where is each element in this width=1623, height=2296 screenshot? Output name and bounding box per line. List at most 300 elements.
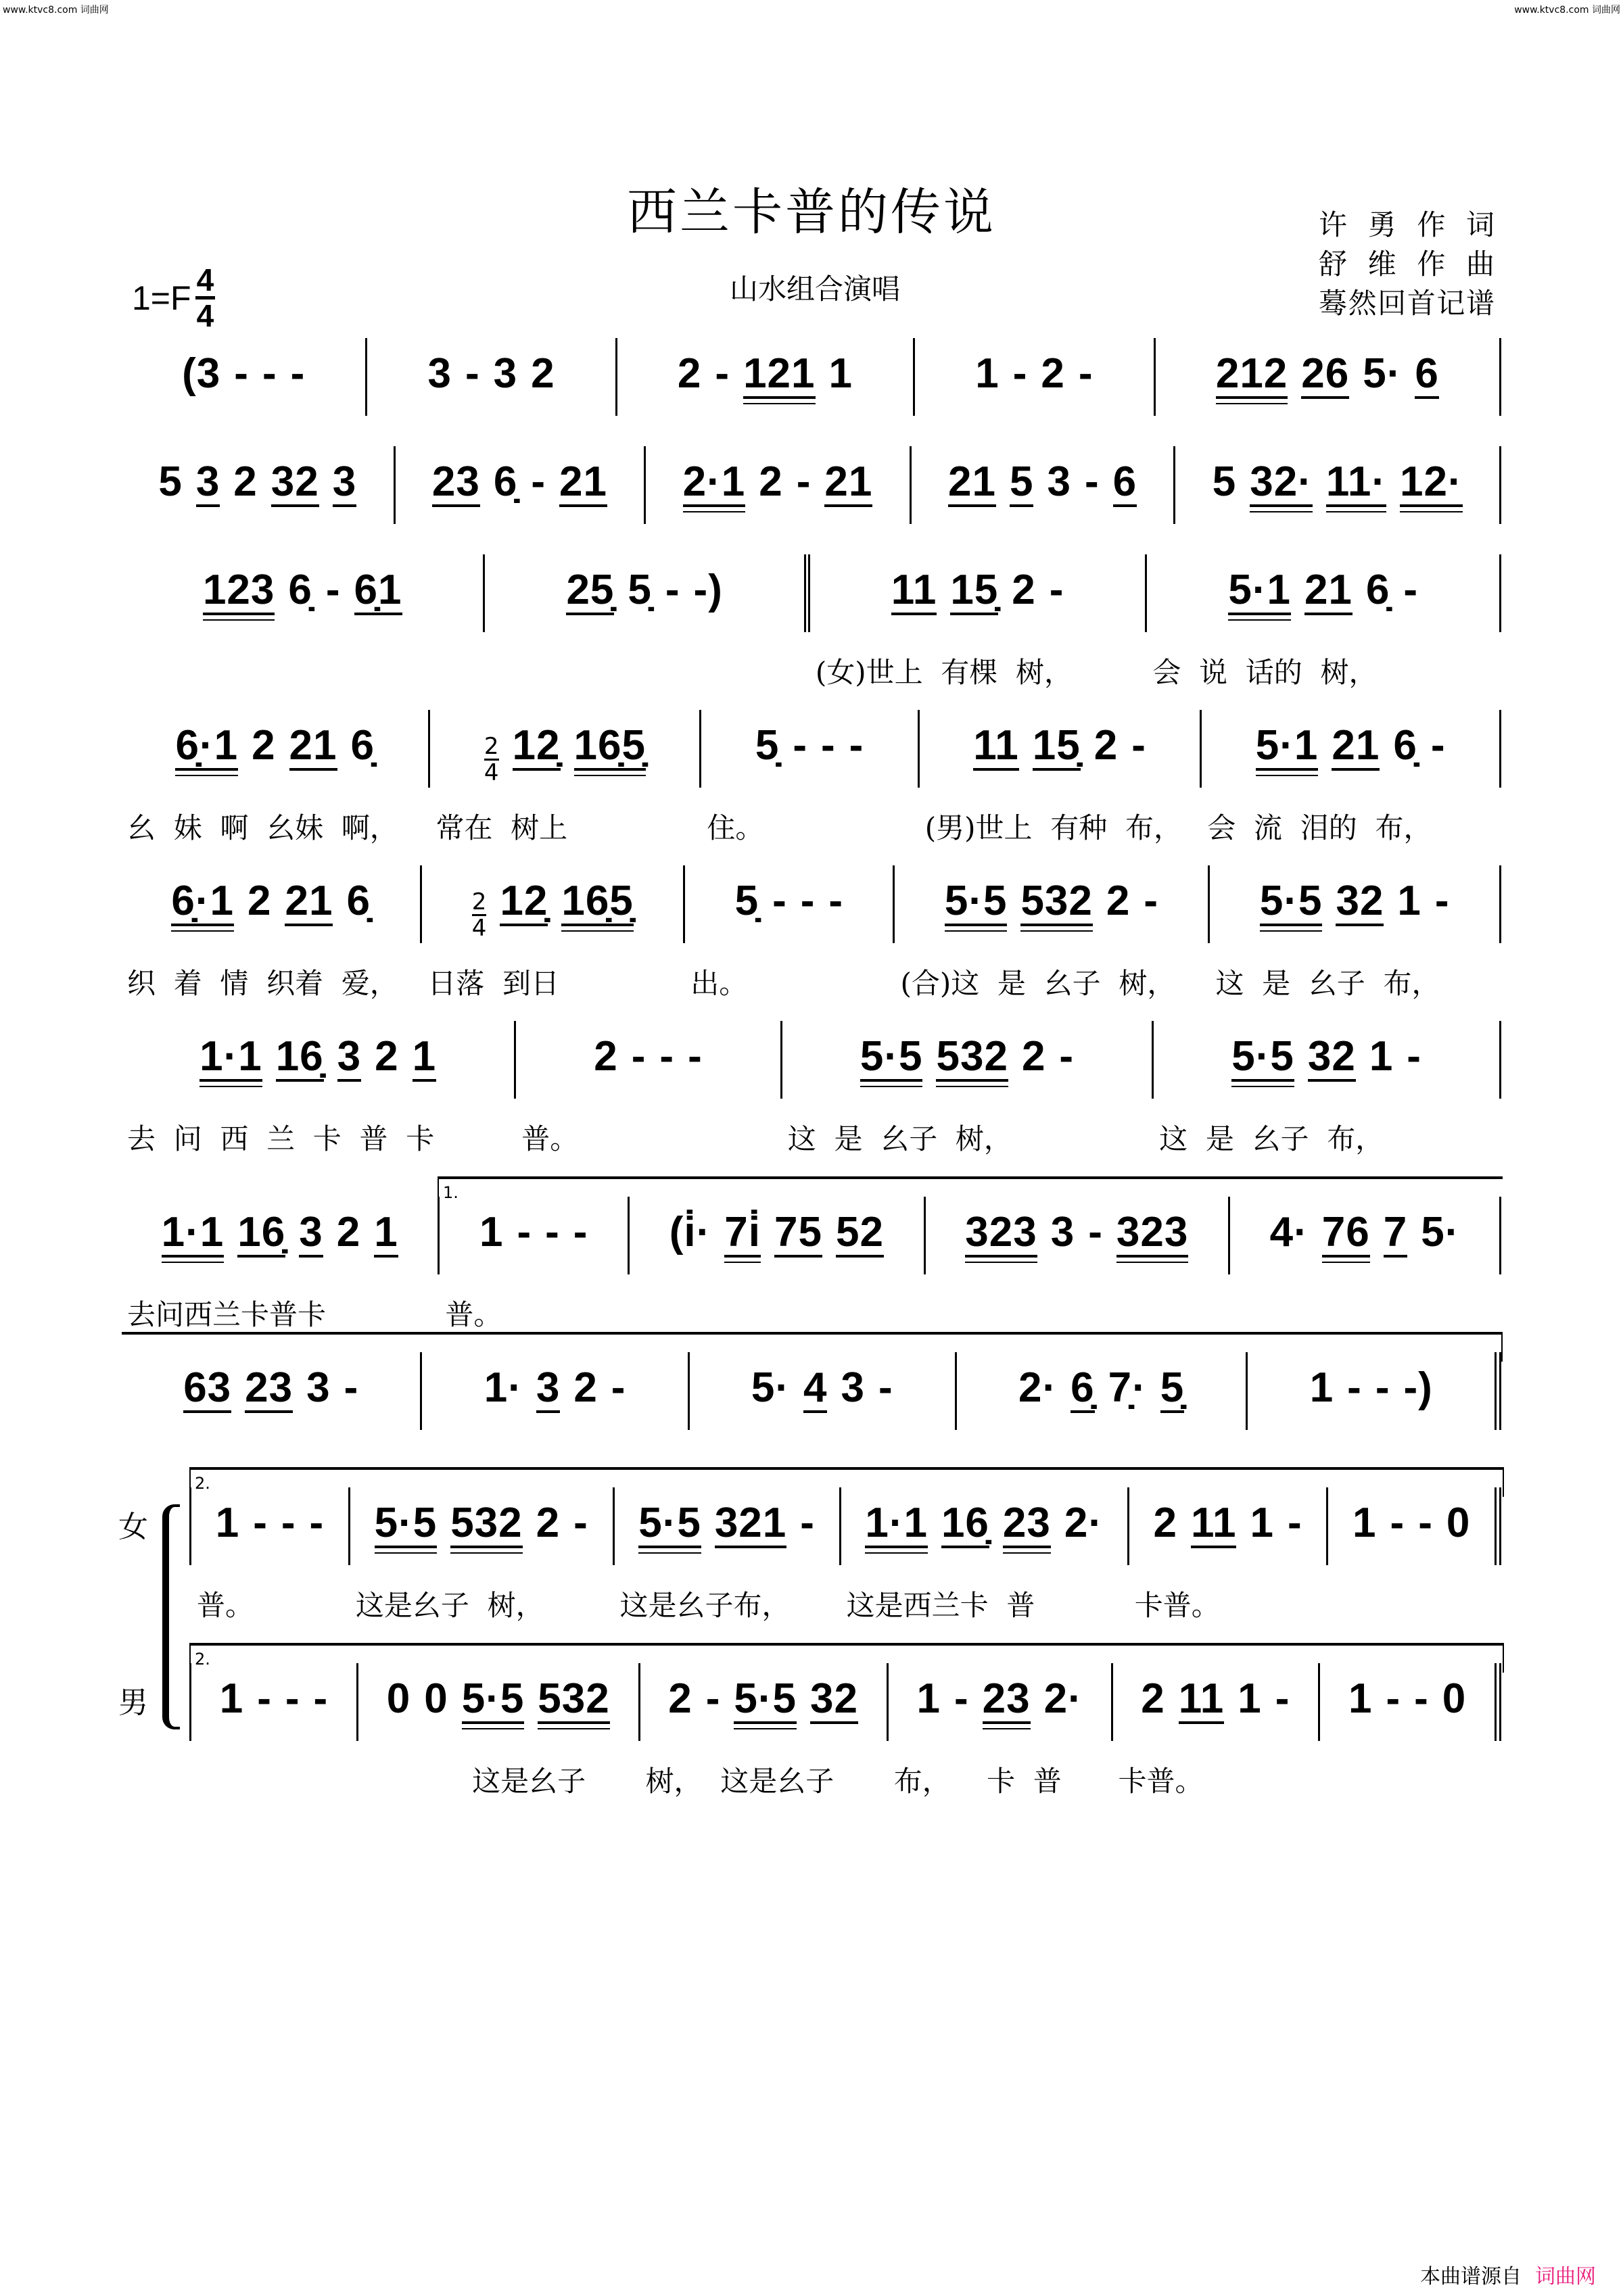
note-group: 15̣ — [1033, 725, 1081, 776]
watermark-left: www.ktvc8.com 词曲网 — [3, 5, 109, 16]
dash-extension: - — [878, 1364, 893, 1411]
measure-notes — [158, 446, 356, 512]
dash-extension: - — [573, 1209, 588, 1255]
note-group: 6̣ — [1071, 1367, 1094, 1418]
measure — [420, 1352, 687, 1430]
note-group: 16̣5̣ — [561, 880, 633, 932]
measure-notes — [175, 710, 375, 776]
measure — [122, 446, 394, 524]
measure — [356, 1663, 638, 1798]
lyric-text: 出。 — [690, 967, 748, 1000]
staff-male — [189, 1663, 1501, 1798]
measure — [1111, 1663, 1319, 1798]
measure — [420, 865, 683, 1000]
dash-extension: - — [1434, 878, 1450, 924]
dash-extension: - — [1088, 1209, 1103, 1255]
note-group: 5·5 — [462, 1678, 525, 1729]
measure — [688, 1352, 955, 1430]
note-group: 1 — [1309, 1364, 1334, 1411]
lyric-text: 会 流 泪的 布， — [1207, 811, 1432, 844]
note-group: 12̣ — [513, 725, 561, 776]
note-group: 532 — [450, 1502, 522, 1554]
note-group: 2 — [248, 878, 272, 924]
note-group: 21 — [1304, 569, 1352, 621]
measure — [615, 338, 913, 416]
dash-extension: - — [800, 1500, 815, 1546]
dash-extension: -) — [1403, 1364, 1433, 1411]
note-group: 5̣ — [628, 567, 652, 613]
note-group: 5·5 — [1231, 1036, 1294, 1087]
measure-notes — [428, 338, 555, 404]
note-group: 2 — [233, 458, 258, 505]
dash-extension: - — [1012, 350, 1028, 397]
lyric-text: 普。 — [197, 1589, 254, 1622]
measure-notes — [1213, 446, 1463, 512]
measure — [887, 1663, 1111, 1798]
note-group: 1 — [215, 1500, 240, 1546]
measure-notes — [183, 1352, 358, 1418]
measure-notes — [182, 338, 305, 404]
note-group: 63 — [183, 1367, 231, 1418]
score-row — [122, 865, 1501, 1000]
note-group: 1 — [1238, 1675, 1262, 1722]
measure-notes — [1216, 338, 1439, 404]
note-group: 1 — [219, 1675, 244, 1722]
measure — [1318, 1663, 1501, 1741]
note-group: 3 — [1050, 1209, 1075, 1255]
measure — [613, 1487, 839, 1622]
footer-text: 本曲谱源自 — [1420, 2265, 1522, 2289]
dash-extension: - — [465, 350, 480, 397]
note-group: 16̣ — [237, 1212, 285, 1263]
measure-notes — [678, 338, 853, 404]
note-group: 0 — [386, 1675, 411, 1722]
dash-extension: - — [1407, 1033, 1421, 1080]
note-group: 5 — [158, 458, 183, 505]
note-group: 6̣ — [288, 567, 312, 613]
time-signature-change — [472, 890, 487, 940]
dash-extension: - — [313, 1675, 329, 1722]
measure-notes — [472, 865, 634, 940]
note-group: 2 — [759, 458, 783, 505]
measure — [122, 1352, 420, 1430]
time-sig-digit: 2 — [471, 888, 487, 915]
lyric-text: 布， 卡 普 — [893, 1765, 1062, 1798]
note-group: 23 — [432, 461, 480, 512]
performer-text: 山水组合演唱 — [729, 272, 900, 306]
note-group: 2· — [1018, 1364, 1058, 1411]
dash-extension: - — [285, 1675, 300, 1722]
measure-notes — [484, 710, 646, 785]
measure-notes — [432, 446, 607, 512]
measure-notes — [199, 1021, 436, 1087]
note-group: 3 — [427, 350, 452, 397]
lyric-text: 去问西兰卡普卡 — [127, 1298, 327, 1331]
measure — [1145, 554, 1501, 689]
volta-label: 1. — [443, 1183, 458, 1202]
measure-notes — [484, 1352, 626, 1418]
note-group: 2 — [336, 1209, 361, 1255]
dash-extension: - — [665, 567, 680, 613]
lyric-text: 普。 — [445, 1298, 502, 1331]
dash-extension: - — [1418, 1500, 1433, 1546]
note-group: 323 — [1116, 1212, 1188, 1263]
lyricist-credit: 许 勇 作 词 — [1319, 208, 1495, 241]
note-group: 4 — [803, 1367, 827, 1418]
measure — [1200, 710, 1501, 844]
measure-notes — [975, 338, 1093, 404]
note-group: 21 — [285, 880, 333, 932]
note-group: 21 — [289, 725, 337, 776]
note-group: 532 — [936, 1036, 1008, 1087]
measure-notes — [375, 1487, 588, 1554]
note-group: 0 — [1442, 1675, 1467, 1722]
note-group: 2 — [1021, 1033, 1046, 1080]
note-group: 32· — [1250, 461, 1313, 512]
note-group: 3 — [333, 461, 356, 512]
note-group: 32 — [271, 461, 319, 512]
measure-notes — [162, 1197, 398, 1263]
note-group: 5· — [1363, 350, 1402, 397]
note-group: 1 — [916, 1675, 941, 1722]
volta-bracket — [189, 1467, 1504, 1497]
voice-label-female: 女 — [118, 1510, 148, 1544]
note-group: 1 — [1348, 1675, 1373, 1722]
dash-extension: - — [531, 458, 546, 505]
transcriber-credit: 蓦然回首记谱 — [1319, 287, 1495, 320]
volta-bracket — [189, 1643, 1504, 1673]
measure — [893, 865, 1208, 1000]
lyric-text: 这 是 幺子 布， — [1215, 967, 1440, 1000]
dash-extension: - — [325, 567, 341, 613]
note-group: 2 — [1041, 350, 1065, 397]
measure-notes — [479, 1197, 588, 1263]
lyric-text: 这是西兰卡 普 — [846, 1589, 1035, 1622]
note-group: 7 — [1384, 1212, 1407, 1263]
voice-label-male: 男 — [118, 1685, 148, 1720]
measure — [1152, 1021, 1501, 1155]
note-group: 1 — [1397, 878, 1421, 924]
note-group: 5·5 — [945, 880, 1008, 932]
dash-extension: - — [772, 878, 787, 924]
key-label: 1=F — [132, 279, 191, 317]
measure — [699, 710, 917, 844]
note-group: 5 — [1010, 461, 1033, 512]
measure — [394, 446, 644, 524]
measure-notes — [1153, 1487, 1302, 1554]
note-group: 5· — [751, 1364, 790, 1411]
dash-extension: - — [1144, 878, 1159, 924]
note-group: 2·1 — [683, 461, 746, 512]
note-group: 5̣ — [734, 878, 759, 924]
score-row — [122, 1021, 1501, 1155]
measure-notes — [669, 1197, 884, 1263]
score-row — [122, 554, 1501, 689]
note-group: 32 — [1336, 880, 1384, 932]
composer-credit: 舒 维 作 曲 — [1319, 247, 1495, 281]
note-group: 15̣ — [950, 569, 998, 621]
measure — [122, 710, 428, 844]
measure-notes — [973, 710, 1146, 776]
measure-notes — [945, 865, 1158, 932]
volta-label: 2. — [195, 1474, 210, 1493]
note-group: 2 — [1093, 722, 1119, 769]
note-group: 1·1 — [162, 1212, 225, 1263]
dash-extension: - — [1275, 1675, 1290, 1722]
note-group: 4· — [1269, 1209, 1309, 1255]
note-group: 6̣·1 — [171, 880, 234, 932]
measure-notes — [594, 1021, 702, 1087]
dash-extension: - — [793, 722, 808, 769]
measure — [683, 865, 893, 1000]
measure-notes — [638, 1487, 815, 1554]
measure-notes — [751, 1352, 893, 1418]
dash-extension: - — [1078, 350, 1093, 397]
note-group: 75 — [774, 1212, 822, 1263]
measure — [1326, 1487, 1501, 1565]
dash-extension: - — [705, 1675, 721, 1722]
measure — [644, 446, 909, 524]
lyric-text: (合)这 是 幺子 树， — [900, 967, 1176, 1000]
system-brace — [162, 1504, 180, 1729]
note-group: 5·5 — [860, 1036, 923, 1087]
note-group: 1· — [484, 1364, 523, 1411]
lyric-text: 普。 — [521, 1122, 579, 1155]
measure — [804, 554, 1146, 689]
measure-notes — [891, 554, 1064, 621]
note-group: 1 — [479, 1209, 504, 1255]
note-group: 1 — [1352, 1500, 1377, 1546]
note-group: 2 — [1012, 567, 1036, 613]
dash-extension: - — [262, 350, 277, 397]
dash-extension: - — [257, 1675, 272, 1722]
measure — [122, 338, 365, 416]
lyric-text: 日落 到日 — [427, 967, 560, 1000]
note-group: 2 — [1106, 878, 1131, 924]
note-group: 1 — [1369, 1033, 1394, 1080]
song-title: 西兰卡普的传说 — [627, 183, 996, 241]
measure — [365, 338, 615, 416]
dash-extension: - — [1287, 1500, 1302, 1546]
note-group: 1·1 — [865, 1502, 928, 1554]
lyric-text: 幺 妹 啊 幺妹 啊， — [127, 811, 398, 844]
volta-label: 2. — [195, 1650, 210, 1669]
dash-extension: - — [1430, 722, 1446, 769]
dash-extension: - — [1059, 1033, 1075, 1080]
footer — [1420, 2259, 1596, 2289]
measure-notes — [203, 554, 402, 621]
note-group: 321 — [715, 1502, 786, 1554]
measure — [122, 1197, 438, 1331]
dash-extension: - — [821, 722, 836, 769]
score-row — [122, 446, 1501, 527]
note-group: 2 — [677, 350, 702, 397]
lyric-text: 树， 这是幺子 — [645, 1765, 834, 1798]
note-group: 12· — [1400, 461, 1463, 512]
measure-notes — [220, 1663, 328, 1729]
measure — [1228, 1197, 1501, 1274]
note-group: (3 — [182, 350, 221, 397]
measure — [910, 446, 1174, 524]
measure-notes — [917, 1663, 1083, 1729]
dash-extension: - — [1347, 1364, 1362, 1411]
note-group: 21 — [1332, 725, 1380, 776]
note-group: 5·1 — [1256, 725, 1319, 776]
measure-notes — [1141, 1663, 1290, 1729]
measure-notes — [755, 710, 864, 776]
note-group: 1·1 — [199, 1036, 262, 1087]
note-group: 6̣ — [1393, 722, 1417, 769]
note-group: 5· — [1421, 1209, 1460, 1255]
note-group: 6̣·1 — [175, 725, 238, 776]
dash-extension: - — [849, 722, 864, 769]
dash-extension: - — [800, 878, 816, 924]
note-group: 6̣ — [350, 722, 375, 769]
note-group: 11· — [1326, 461, 1386, 512]
note-group: 2 — [252, 722, 276, 769]
note-group: 2· — [1043, 1675, 1083, 1722]
note-group: 3 — [306, 1364, 331, 1411]
note-group: 5·1 — [1228, 569, 1291, 621]
note-group: 1 — [374, 1212, 398, 1263]
note-group: 32 — [1308, 1036, 1356, 1087]
measure — [428, 710, 699, 844]
measure-notes — [1260, 865, 1450, 932]
measure — [955, 1352, 1246, 1430]
staff-female — [189, 1487, 1501, 1622]
dash-extension: - — [828, 878, 844, 924]
measure-notes — [683, 446, 873, 512]
measure — [438, 1197, 628, 1331]
dash-extension: - — [253, 1500, 268, 1546]
note-group: 23 — [245, 1367, 293, 1418]
measure — [514, 1021, 780, 1155]
note-group: 2 — [375, 1033, 399, 1080]
note-group: 2 — [531, 350, 555, 397]
note-group: 7i̇ — [724, 1212, 761, 1263]
measure — [1246, 1352, 1501, 1430]
dash-extension: - — [573, 1500, 588, 1546]
note-group: 32 — [810, 1678, 858, 1729]
dash-extension: - — [290, 350, 306, 397]
note-group: 5·5 — [375, 1502, 438, 1554]
measure — [638, 1663, 887, 1798]
lyric-text: 卡普。 — [1118, 1765, 1204, 1798]
note-group: 1 — [1250, 1500, 1274, 1546]
note-group: 76 — [1322, 1212, 1370, 1263]
note-group: 6̣ — [493, 458, 518, 505]
note-group: 5·5 — [734, 1678, 797, 1729]
note-group: 2 — [594, 1033, 618, 1080]
dash-extension: - — [631, 1033, 646, 1080]
dash-extension: - — [545, 1209, 560, 1255]
lyric-text: 织 着 情 织着 爱， — [127, 967, 398, 1000]
note-group: 12̣ — [500, 880, 548, 932]
dash-extension: - — [281, 1500, 296, 1546]
note-group: 11 — [973, 725, 1019, 776]
time-signature-change — [484, 734, 499, 785]
measure-notes — [865, 1487, 1103, 1554]
dash-extension: -) — [693, 567, 723, 613]
score-row — [122, 710, 1501, 844]
lyric-text: 会 说 话的 树， — [1152, 656, 1378, 689]
lyric-text: (男)世上 有种 布， — [924, 811, 1182, 844]
lyric-text: 这是幺子 树， — [355, 1589, 544, 1622]
lyric-text: 去 问 西 兰 卡 普 卡 — [127, 1122, 435, 1155]
measure-notes — [1310, 1352, 1433, 1418]
note-group: 532 — [1020, 880, 1092, 932]
note-group: 0 — [1446, 1500, 1471, 1546]
note-group: 6̣1 — [354, 569, 402, 621]
note-group: 5̣ — [1160, 1367, 1184, 1418]
note-group: 2 — [573, 1364, 598, 1411]
note-group: 25̣ — [566, 569, 614, 621]
note-group: 123 — [203, 569, 275, 621]
note-group: 6̣ — [346, 878, 371, 924]
watermark-right: www.ktvc8.com 词曲网 — [1514, 5, 1620, 16]
dash-extension: - — [659, 1033, 675, 1080]
dash-extension: - — [517, 1209, 532, 1255]
measure-notes — [965, 1197, 1188, 1263]
measure-notes — [1256, 710, 1446, 776]
note-group: 2 — [1141, 1675, 1165, 1722]
time-sig-digit: 4 — [471, 915, 487, 942]
measure-notes — [387, 1663, 610, 1729]
note-group: 3 — [1047, 458, 1071, 505]
measure-notes — [735, 865, 843, 932]
dash-extension: - — [954, 1675, 969, 1722]
dash-extension: - — [611, 1364, 626, 1411]
note-group: 16̣ — [276, 1036, 324, 1087]
measure — [924, 1197, 1228, 1274]
note-group: 11 — [891, 569, 937, 621]
lyric-text: 常在 树上 — [436, 811, 568, 844]
measure-notes — [1018, 1352, 1184, 1418]
measure — [189, 1487, 348, 1622]
dash-extension: - — [1390, 1500, 1405, 1546]
note-group: 5̣ — [755, 722, 780, 769]
note-group: 7̣· — [1108, 1364, 1147, 1411]
measure — [918, 710, 1200, 844]
measure — [122, 865, 420, 1000]
note-group: 121 — [743, 353, 815, 404]
dash-extension: - — [1403, 567, 1419, 613]
measure — [122, 1021, 514, 1155]
dash-extension: - — [234, 350, 249, 397]
note-group: 5·5 — [638, 1502, 701, 1554]
note-group: 11 — [1191, 1502, 1237, 1554]
measure — [1173, 446, 1501, 524]
dash-extension: - — [1084, 458, 1100, 505]
measure-notes — [1228, 554, 1418, 621]
measure-notes — [948, 446, 1137, 512]
note-group: 3 — [299, 1212, 323, 1263]
measure — [913, 338, 1154, 416]
note-group: 3 — [337, 1036, 361, 1087]
measure-notes — [216, 1487, 324, 1554]
note-group: 16̣ — [941, 1502, 989, 1554]
note-group: 23 — [983, 1678, 1031, 1729]
score-row — [122, 1197, 1501, 1331]
measure-notes — [1352, 1487, 1470, 1554]
dash-extension: - — [309, 1500, 325, 1546]
dash-extension: - — [1414, 1675, 1429, 1722]
dash-extension: - — [715, 350, 730, 397]
note-group: 1 — [828, 350, 853, 397]
measure — [348, 1487, 613, 1622]
note-group: 21 — [948, 461, 996, 512]
footer-brand-link[interactable]: 词曲网 — [1535, 2265, 1596, 2289]
